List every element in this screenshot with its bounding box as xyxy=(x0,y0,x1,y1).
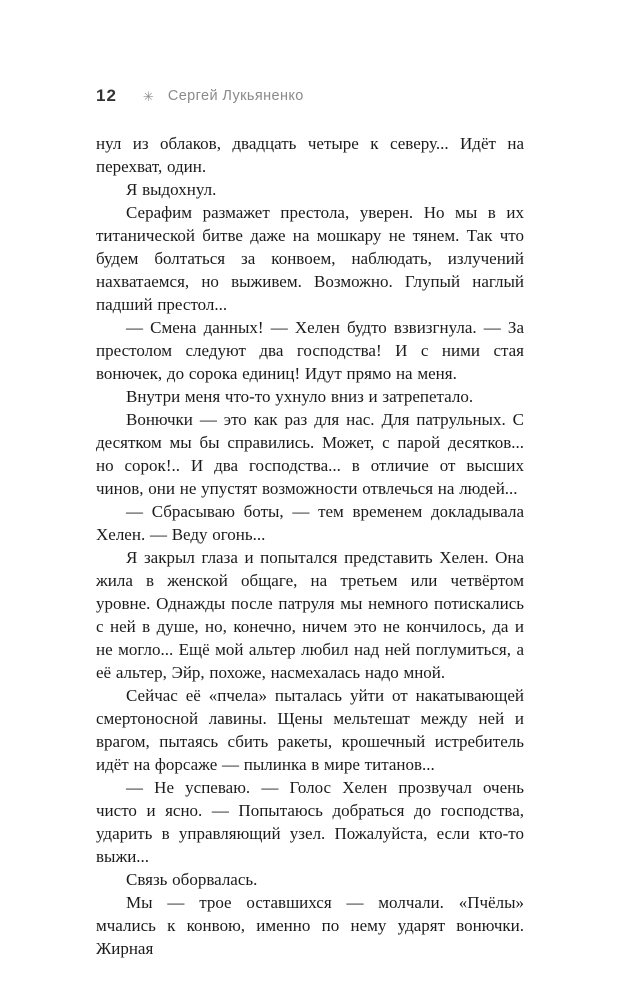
paragraph: нул из облаков, двадцать четыре к северу... Идёт на перехват, один. xyxy=(96,134,524,176)
paragraph: Я выдохнул. xyxy=(126,180,217,199)
paragraph: Я закрыл глаза и попытался представить Хелен. Она жила в женской общаге, на третьем или четвёртом уровне. Однажды после патруля мы немного потискались с ней в душе, но, конечно, ничем это не кончилось, да и не могло... Ещё мой альтер любил над ней поглумиться, а её альтер, Эйр, похоже, насмехалась надо мной. xyxy=(96,548,524,682)
page-header xyxy=(96,86,524,106)
paragraph: Сейчас её «пчела» пыталась уйти от накатывающей смертоносной лавины. Щены мельтешат между ней и врагом, пытаясь сбить ракеты, крошечный истребитель идёт на форсаже — пылинка в мире титанов... xyxy=(96,686,524,774)
page-number: 12 xyxy=(96,86,117,105)
paragraph: Мы — трое оставшихся — молчали. «Пчёлы» мчались к конвою, именно по нему ударят вонючки. Жирная xyxy=(96,893,524,958)
paragraph: — Смена данных! — Хелен будто взвизгнула. — За престолом следуют два господства! И с ними стая вонючек, до сорока единиц! Идут прямо на меня. xyxy=(96,318,524,383)
ornament-star-icon: ✳ xyxy=(142,88,154,104)
paragraph: — Сбрасываю боты, — тем временем докладывала Хелен. — Веду огонь... xyxy=(96,502,524,544)
author-name: Сергей Лукьяненко xyxy=(167,88,304,104)
paragraph: Связь оборвалась. xyxy=(126,870,258,889)
paragraph: — Не успеваю. — Голос Хелен прозвучал очень чисто и ясно. — Попытаюсь добраться до господства, ударить в управляющий узел. Пожалуйста, если кто-то выжи... xyxy=(96,778,524,866)
paragraph: Вонючки — это как раз для нас. Для патрульных. С десятком мы бы справились. Может, с парой десятков... но сорок!.. И два господства... в отличие от высших чинов, они не упустят возможности отвлечься на людей... xyxy=(96,410,524,498)
book-text xyxy=(96,132,524,960)
paragraph: Внутри меня что-то ухнуло вниз и затрепетало. xyxy=(126,387,474,406)
paragraph: Серафим размажет престола, уверен. Но мы в их титанической битве даже на мошкару не тянем. Так что будем болтаться за конвоем, наблюдать, излучений нахватаемся, но выживем. Возможно. Глупый наглый падший престол... xyxy=(96,203,524,314)
